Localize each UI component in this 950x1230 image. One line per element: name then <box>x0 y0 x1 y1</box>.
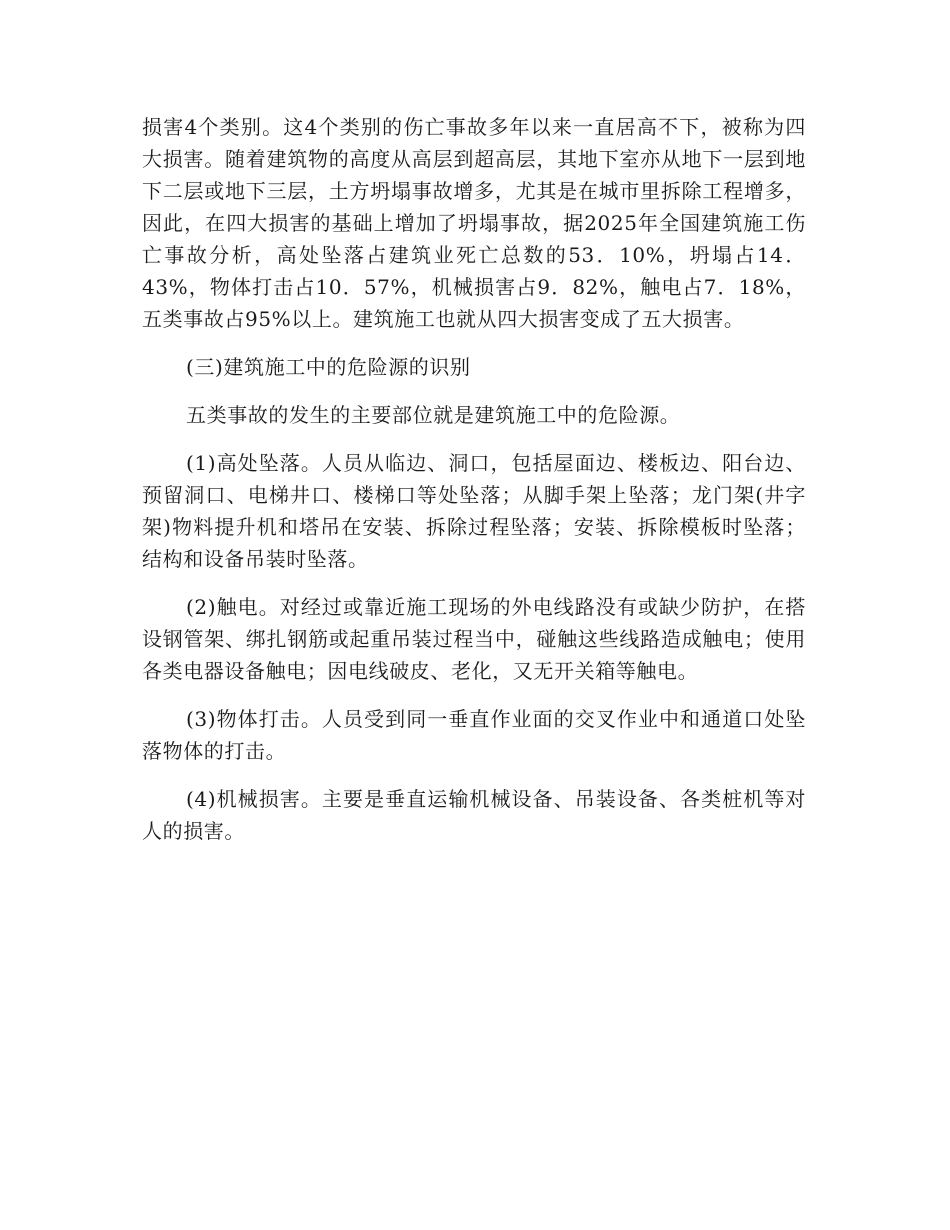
section-heading-hazard-identification: (三)建筑施工中的危险源的识别 <box>186 355 471 379</box>
paragraph-mechanical-injury: (4)机械损害。主要是垂直运输机械设备、吊装设备、各类桩机等对人的损害。 <box>142 787 806 843</box>
paragraph-object-strike: (3)物体打击。人员受到同一垂直作业面的交叉作业中和通道口处坠落物体的打击。 <box>142 707 806 763</box>
paragraph-hazard-sources-intro: 五类事故的发生的主要部位就是建筑施工中的危险源。 <box>186 403 681 427</box>
paragraph-electric-shock: (2)触电。对经过或靠近施工现场的外电线路没有或缺少防护，在搭设钢管架、绑扎钢筋或起重吊装过程当中，碰触这些线路造成触电；使用各类电器设备触电；因电线破皮、老化，又无开关箱等触电。 <box>142 595 806 683</box>
paragraph-five-accident-types: 损害4个类别。这4个类别的伤亡事故多年以来一直居高不下，被称为四大损害。随着建筑物的高度从高层到超高层，其地下室亦从地下一层到地下二层或地下三层，土方坍塌事故增多，尤其是在城市里拆除工程增多，因此，在四大损害的基础上增加了坍塌事故，据2025年全国建筑施工伤亡事故分析，高处坠落占建筑业死亡总数的53．10%，坍塌占14．43%，物体打击占10．57%，机械损害占9．82%，触电占7．18%，五类事故占95%以上。建筑施工也就从四大损害变成了五大损害。 <box>142 115 806 331</box>
paragraph-falls-from-height: (1)高处坠落。人员从临边、洞口，包括屋面边、楼板边、阳台边、预留洞口、电梯井口、楼梯口等处坠落；从脚手架上坠落；龙门架(井字架)物料提升机和塔吊在安装、拆除过程坠落；安装、拆除模板时坠落；结构和设备吊装时坠落。 <box>142 451 806 571</box>
document-body <box>142 111 806 847</box>
